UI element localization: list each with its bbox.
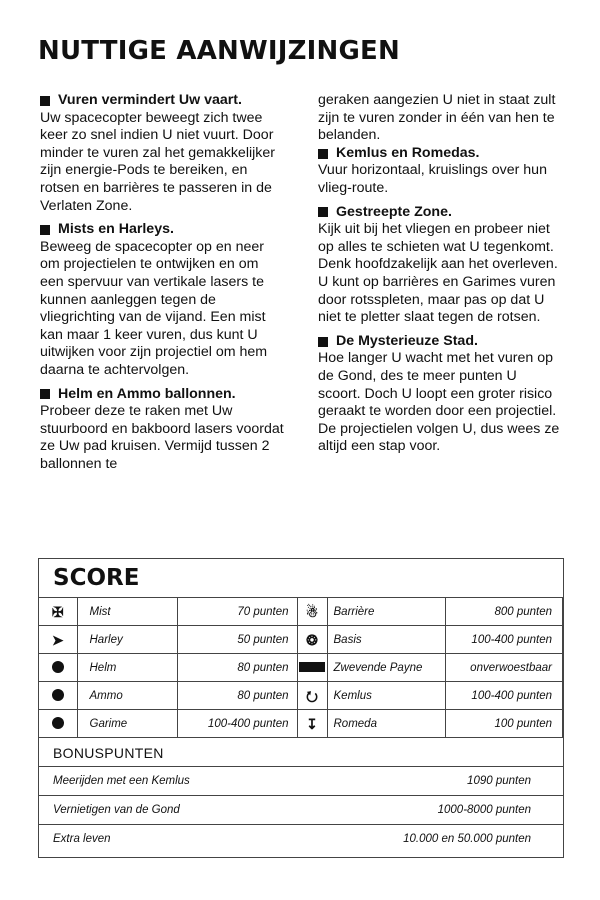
kemlus-icon: ⭮ — [306, 687, 318, 704]
enemy-name: Helm — [77, 654, 177, 682]
harley-icon: ➤ — [51, 631, 64, 648]
bonus-name: Extra leven — [39, 825, 293, 854]
enemy-points: 800 punten — [445, 598, 563, 626]
helm-icon — [52, 661, 64, 673]
enemy-points: 80 punten — [177, 654, 297, 682]
garime-icon — [52, 717, 64, 729]
bonus-heading: BONUSPUNTEN — [53, 745, 164, 761]
bonus-table — [39, 766, 563, 853]
tip-section — [40, 221, 285, 379]
mist-icon: ✠ — [51, 603, 64, 620]
zwevende-payne-icon — [299, 662, 325, 672]
tip-heading: Helm en Ammo ballonnen. — [58, 385, 236, 402]
tip-text: Vuur horizontaal, kruislings over hun vlieg-route. — [318, 162, 547, 196]
table-row — [39, 682, 563, 710]
enemy-points: 100 punten — [445, 710, 563, 738]
score-title: SCORE — [53, 565, 140, 591]
enemy-name: Kemlus — [327, 682, 445, 710]
tip-section — [318, 204, 563, 327]
bonus-name: Vernietigen van de Gond — [39, 796, 293, 825]
score-panel — [38, 558, 564, 858]
enemy-name: Basis — [327, 626, 445, 654]
table-row — [39, 626, 563, 654]
bullet-icon — [40, 96, 50, 106]
enemy-name: Garime — [77, 710, 177, 738]
table-row — [39, 598, 563, 626]
bonus-name: Meerijden met een Kemlus — [39, 767, 293, 796]
tip-heading: Kemlus en Romedas. — [336, 144, 480, 161]
bullet-icon — [318, 207, 328, 217]
enemy-name: Romeda — [327, 710, 445, 738]
enemy-points: 70 punten — [177, 598, 297, 626]
bullet-icon — [318, 337, 328, 347]
bonus-points: 1000-8000 punten — [293, 796, 563, 825]
bullet-icon — [40, 389, 50, 399]
right-column — [318, 92, 563, 462]
bullet-icon — [318, 149, 328, 159]
table-row — [39, 654, 563, 682]
tip-text: Beweeg de spacecopter op en neer om projectielen te ontwijken en om een spervuur van vertikale lasers te kunnen aanleggen tegen de vliegrichting van de vijand. Een mist kan maar 1 keer vuren, dus kunt U uitwijken voor zijn projectiel om hem daarna te achtervolgen. — [40, 238, 268, 378]
tip-continuation: geraken aangezien U niet in staat zult zijn te vuren zonder in één van hen te belanden. — [318, 92, 556, 144]
enemy-points: 100-400 punten — [445, 682, 563, 710]
table-row — [39, 767, 563, 796]
tip-section — [318, 145, 563, 198]
enemy-name: Harley — [77, 626, 177, 654]
romeda-icon: ↧ — [306, 715, 318, 732]
left-column — [40, 92, 285, 479]
tip-heading: Vuren vermindert Uw vaart. — [58, 92, 242, 108]
barriere-icon: ☃ — [305, 603, 319, 620]
enemy-points: 100-400 punten — [445, 626, 563, 654]
enemy-name: Ammo — [77, 682, 177, 710]
tip-heading: Gestreepte Zone. — [336, 203, 452, 220]
enemy-name: Mist — [77, 598, 177, 626]
table-row — [39, 825, 563, 854]
enemy-points: 100-400 punten — [177, 710, 297, 738]
tip-text: Kijk uit bij het vliegen en probeer niet op alles te schieten wat U tegenkomt. Denk hoofdzakelijk aan het overleven. U kunt op barrières en Garimes vuren door rotsspleten, maar pas op dat U niet te pletter slaat tegen de rotsen. — [318, 221, 558, 326]
tip-section — [40, 386, 285, 474]
bonus-points: 1090 punten — [293, 767, 563, 796]
score-table — [39, 597, 563, 738]
enemy-points: onverwoestbaar — [445, 654, 563, 682]
bonus-points: 10.000 en 50.000 punten — [293, 825, 563, 854]
page-title: NUTTIGE AANWIJZINGEN — [38, 36, 400, 66]
ammo-icon — [52, 689, 64, 701]
tip-heading: De Mysterieuze Stad. — [336, 332, 478, 349]
bullet-icon — [40, 225, 50, 235]
table-row — [39, 796, 563, 825]
table-row — [39, 710, 563, 738]
enemy-name: Zwevende Payne — [327, 654, 445, 682]
tip-heading: Mists en Harleys. — [58, 221, 174, 238]
enemy-points: 50 punten — [177, 626, 297, 654]
tip-section — [40, 92, 285, 215]
tip-text: Uw spacecopter beweegt zich twee keer zo snel indien U niet vuurt. Door minder te vuren zal het gemakkelijker zijn energie-Pods te bereiken, en rotsen en barrières te passeren in de Verlaten Zone. — [40, 109, 275, 214]
tip-text: Hoe langer U wacht met het vuren op de Gond, des te meer punten U scoort. Doch U loopt een groter risico geraakt te worden door een projectiel. De projectielen volgen U, dus wees ze altijd een stap voor. — [318, 350, 560, 455]
tip-section — [318, 333, 563, 456]
enemy-name: Barrière — [327, 598, 445, 626]
basis-icon: ❂ — [306, 631, 318, 648]
tip-text: Probeer deze te raken met Uw stuurboord en bakboord lasers voordat ze Uw pad kruisen. Vermijd tussen 2 ballonnen te — [40, 403, 284, 472]
enemy-points: 80 punten — [177, 682, 297, 710]
